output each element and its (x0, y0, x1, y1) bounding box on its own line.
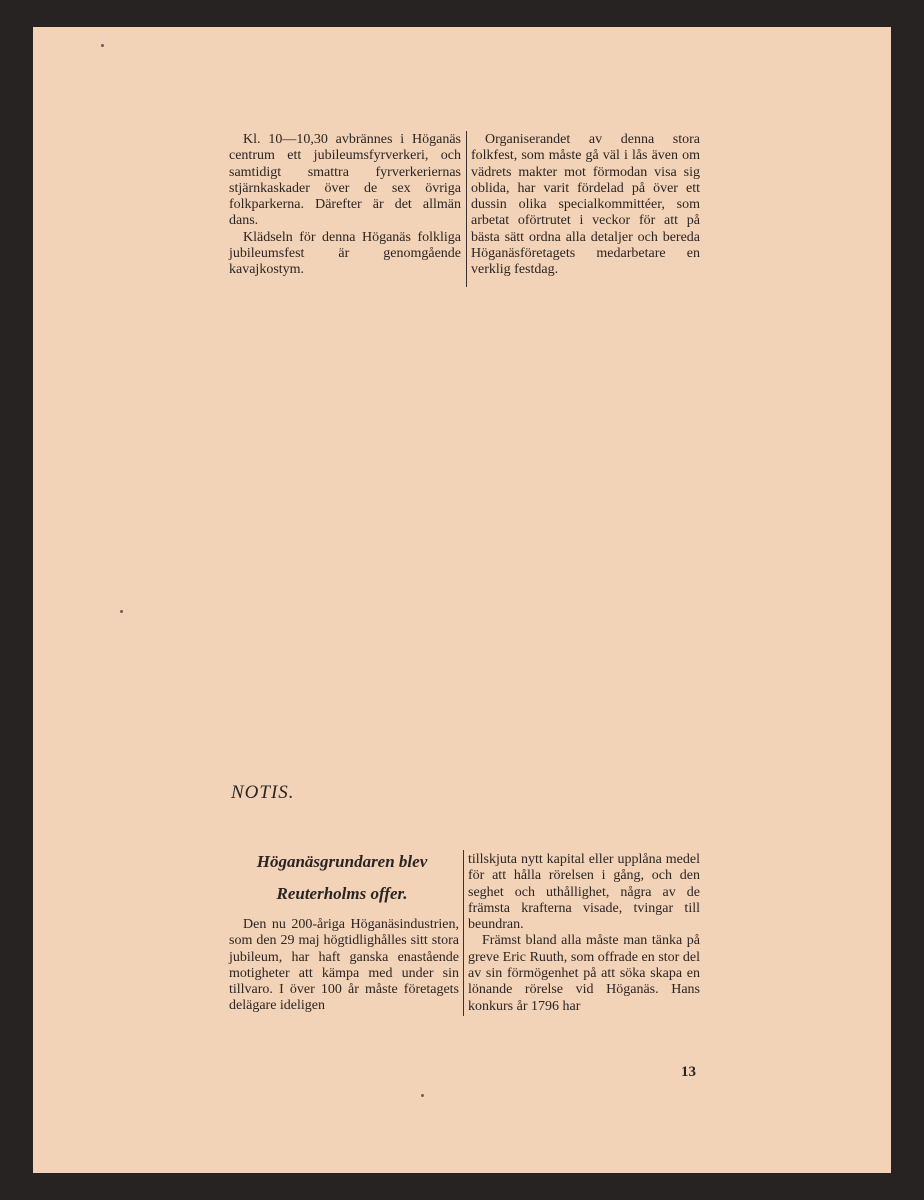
paper-speck (120, 610, 123, 613)
paragraph: Kl. 10—10,30 avbrännes i Höganäs centrum ett jubileumsfyrverkeri, och samtidigt smattra fyrverkeriernas stjärnkaskader över de sex övriga folkparkerna. Därefter är det allmän dans. (229, 132, 461, 229)
paragraph: tillskjuta nytt kapital eller upplåna medel för att hålla rörelsen i gång, och den seghet och uthållighet, några av de främsta krafterna visade, tvingar till beundran. (468, 852, 700, 933)
paper-speck (421, 1094, 424, 1097)
bottom-right-column (468, 852, 700, 1015)
article-headline (226, 846, 458, 910)
document-page (33, 27, 891, 1173)
top-left-column (229, 132, 461, 279)
section-heading: NOTIS. (231, 782, 295, 803)
paper-speck (101, 44, 104, 47)
headline-line-1: Höganäsgrundaren blev (256, 852, 428, 871)
paragraph: Främst bland alla måste man tänka på greve Eric Ruuth, som offrade en stor del av sin förmögenhet på att söka skapa en lönande rörelse vid Höganäs. Hans konkurs år 1796 har (468, 933, 700, 1014)
paragraph: Organiserandet av denna stora folkfest, som måste gå väl i lås även om vädrets makter mot förmodan visa sig oblida, har varit fördelad på över ett dussin olika specialkommittéer, som arbetat oförtrutet i veckor för att på bästa sätt ordna alla detaljer och bereda Höganäsföretagets medarbetare en verklig festdag. (471, 132, 700, 278)
paragraph: Den nu 200-åriga Höganäsindustrien, som den 29 maj högtidlighålles sitt stora jubileum, har haft ganska enastående motigheter att kämpa med under sin tillvaro. I över 100 år måste företagets delägare ideligen (229, 917, 459, 1014)
headline-line-2: Reuterholms offer. (276, 884, 408, 903)
paragraph: Klädseln för denna Höganäs folkliga jubileumsfest är genomgående kavajkostym. (229, 229, 461, 278)
column-divider (466, 131, 467, 287)
column-divider (463, 850, 464, 1016)
bottom-left-column (229, 917, 459, 1015)
top-right-column (471, 132, 700, 279)
page-number: 13 (681, 1064, 696, 1080)
